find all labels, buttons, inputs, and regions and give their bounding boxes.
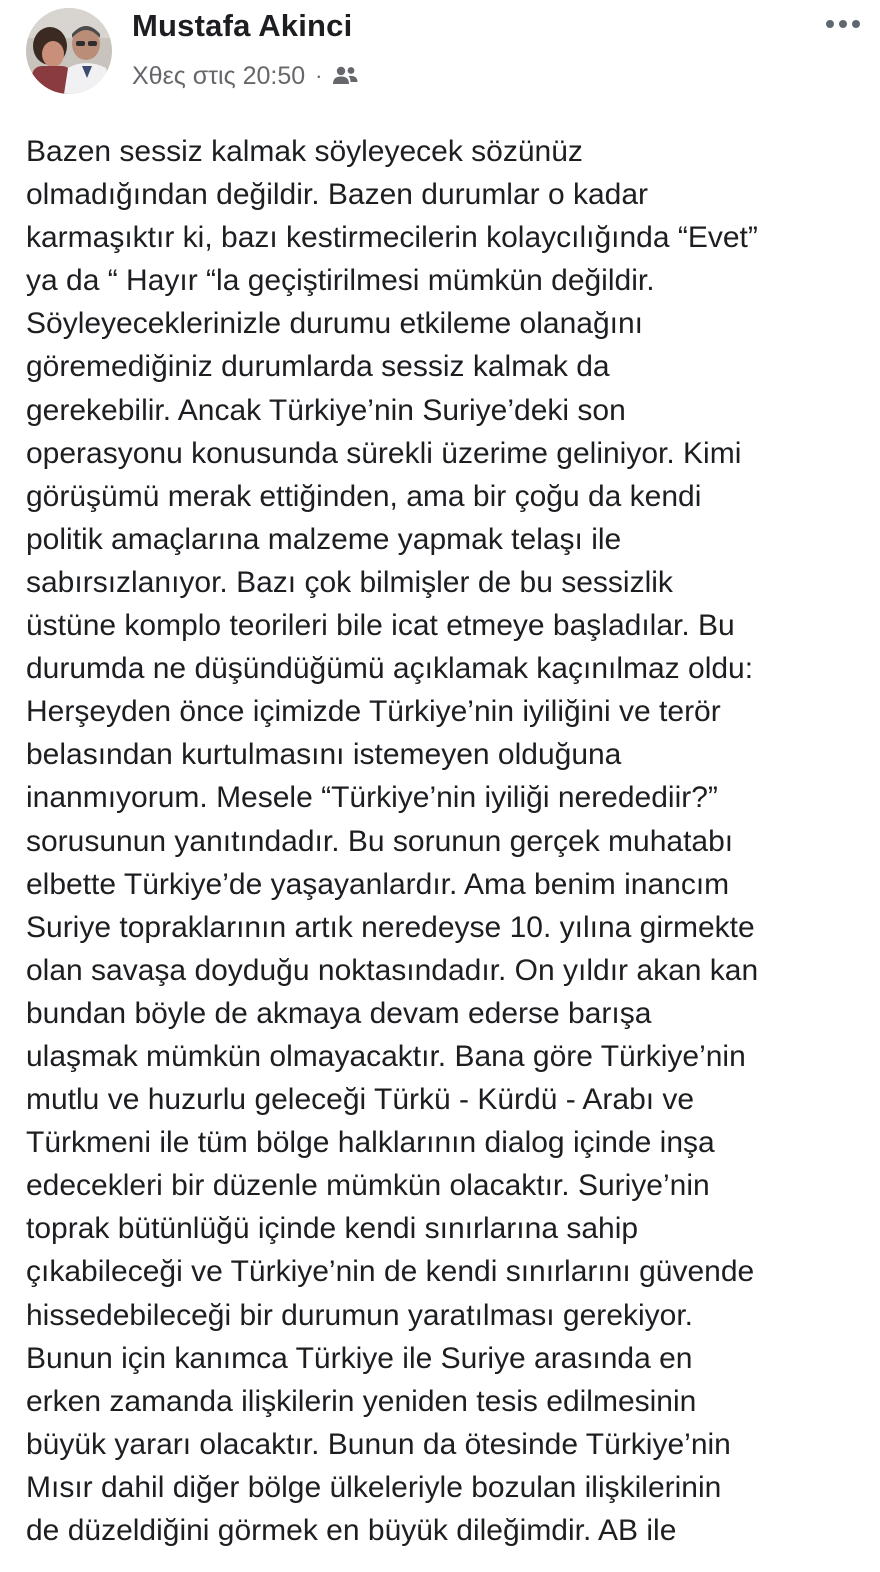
post-text-line: hissedebileceği bir durumun yaratılması gerekiyor. [26,1298,693,1332]
post-text-line: Mısır dahil diğer bölge ülkeleriyle bozulan ilişkilerinin [26,1470,722,1504]
post-timestamp[interactable]: Χθες στις 20:50 [132,61,306,90]
post-body [26,130,876,1572]
post-text-line: edecekleri bir düzenle mümkün olacaktır. Suriye’nin [26,1169,710,1203]
post-text-line: operasyonu konusunda sürekli üzerime geliniyor. Kimi [26,436,742,470]
post-text-line: sorusunun yanıtındadır. Bu sorunun gerçek muhatabı [26,824,734,858]
post-text-line: Söyleyeceklerinizle durumu etkileme olanağını [26,307,643,341]
post-text-line: üstüne komplo teorileri bile icat etmeye başladılar. Bu [26,609,735,643]
post-text-line: görüşümü merak ettiğinden, ama bir çoğu da kendi [26,479,702,513]
post-text-line: de düzeldiğini görmek en büyük dileğimdir. AB ile [26,1514,677,1547]
post-text-line: erken zamanda ilişkilerin yeniden tesis edilmesinin [26,1384,697,1418]
post-text-line: çıkabileceği ve Türkiye’nin de kendi sınırlarını güvende [26,1255,755,1289]
post-text-line: toprak bütünlüğü içinde kendi sınırlarına sahip [26,1212,639,1246]
post-text-line: Bunun için kanımca Türkiye ile Suriye arasında en [26,1341,693,1375]
post-header [0,0,880,100]
post-text-line: durumda ne düşündüğümü açıklamak kaçınılmaz oldu: [26,652,754,686]
post-text-line: olmadığından değildir. Bazen durumlar o kadar [26,178,649,212]
post-text-line: inanmıyorum. Mesele “Türkiye’nin iyiliği neredediir?” [26,781,718,815]
post-text-line: sabırsızlanıyor. Bazı çok bilmişler de bu sessizlik [26,565,673,599]
author-name[interactable]: Mustafa Akinci [132,8,353,43]
avatar[interactable] [26,8,112,94]
post-text-line: belasından kurtulmasını istemeyen olduğuna [26,738,622,772]
post-text-line: Herşeyden önce içimizde Türkiye’nin iyiliğini ve terör [26,695,721,729]
post-text-line: Türkmeni ile tüm bölge halklarının dialog içinde inşa [26,1126,715,1160]
post-text-line: mutlu ve huzurlu geleceği Türkü - Kürdü - Arabı ve [26,1083,695,1117]
more-options-icon [826,20,860,28]
post-text-line: bundan böyle de akmaya devam ederse barışa [26,996,652,1030]
post-text-line: ulaşmak mümkün olmayacaktır. Bana göre Türkiye’nin [26,1039,746,1073]
post-text-line: karmaşıktır ki, bazı kestirmecilerin kolaycılığında “Evet” [26,221,758,255]
avatar-photo [26,8,112,94]
friends-icon[interactable] [331,65,359,87]
meta-separator: · [315,63,323,88]
post-text-line: olan savaşa doyduğu noktasındadır. On yıldır akan kan [26,953,759,987]
post-text-line: ya da “ Hayır “la geçiştirilmesi mümkün değildir. [26,264,655,298]
post-meta [132,58,359,94]
post-text-line: göremediğiniz durumlarda sessiz kalmak da [26,350,610,384]
post-text-line: gerekebilir. Ancak Türkiye’nin Suriye’deki son [26,393,626,427]
post-text-line: Bazen sessiz kalmak söyleyecek sözünüz [26,135,583,168]
post-text-line: Suriye topraklarının artık neredeyse 10. yılına girmekte [26,910,755,944]
more-options-button[interactable] [818,4,868,44]
post-text-line: elbette Türkiye’de yaşayanlardır. Ama benim inancım [26,867,730,901]
post-text-line: politik amaçlarına malzeme yapmak telaşı ile [26,522,622,556]
post-text-line: büyük yararı olacaktır. Bunun da ötesinde Türkiye’nin [26,1427,731,1461]
